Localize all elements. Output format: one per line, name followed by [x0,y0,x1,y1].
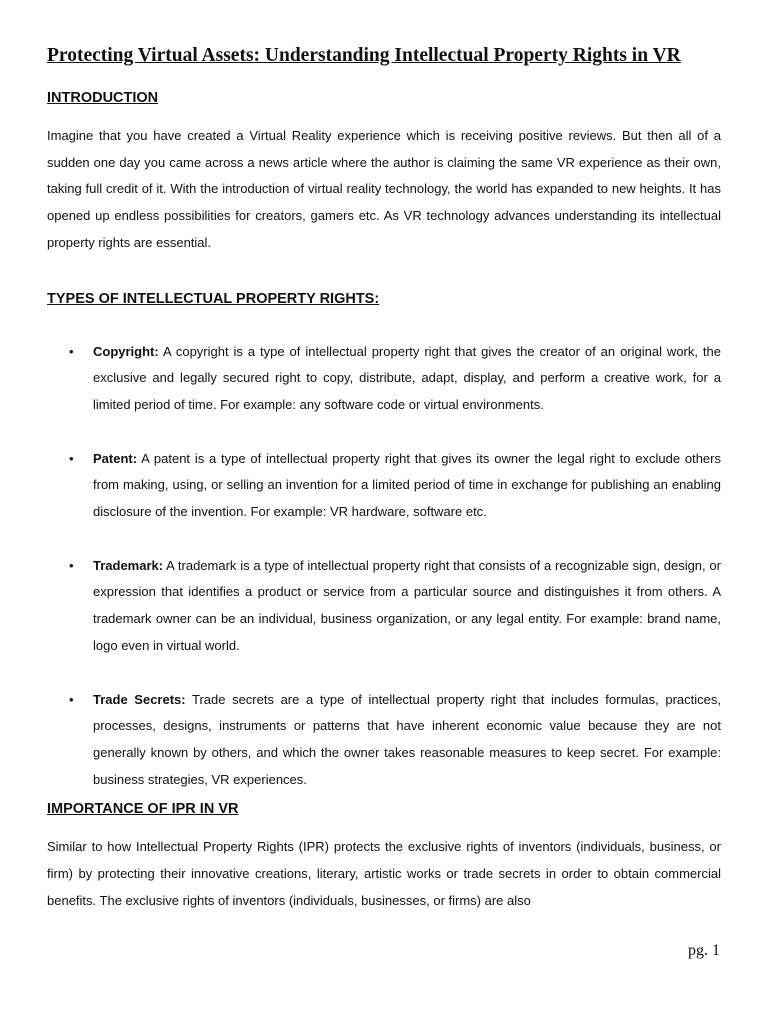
list-item-text: A copyright is a type of intellectual property right that gives the creator of an original work, the exclusive and legally secured right to copy, distribute, adapt, display, and perform a creative work, for a limited period of time. For example: any software code or virtual environments. [93,343,721,412]
list-item-term: Trade Secrets: [93,691,186,707]
importance-paragraph: Similar to how Intellectual Property Rights (IPR) protects the exclusive rights of inventors (individuals, business, or firm) by protecting their innovative creations, literary, artistic works or trade secrets in order to obtain commercial benefits. The exclusive rights of inventors (individuals, businesses, or firms) are also [47,839,721,908]
list-item-trademark [47,553,721,660]
list-item-term: Copyright: [93,343,159,359]
list-item-text: A patent is a type of intellectual property right that gives its owner the legal right to exclude others from making, using, or selling an invention for a limited period of time in exchange for publishing an enabling disclosure of the invention. For example: VR hardware, software etc. [93,450,721,520]
bullet-icon: • [69,557,74,573]
bullet-icon: • [69,343,74,359]
list-item-text: Trade secrets are a type of intellectual property right that includes formulas, practices, processes, designs, instruments or patterns that have inherent economic value because they are not generally known by others, and which the owner takes reasonable measures to keep secret. For example: business strategies, VR experiences. [93,691,721,787]
bullet-icon: • [69,691,74,707]
document-page [47,42,721,914]
bullet-icon: • [69,450,74,466]
list-item-term: Patent: [93,450,138,466]
types-heading: TYPES OF INTELLECTUAL PROPERTY RIGHTS: [47,290,380,307]
document-title: Protecting Virtual Assets: Understanding Intellectual Property Rights in VR [47,45,681,66]
introduction-paragraph: Imagine that you have created a Virtual Reality experience which is receiving positive reviews. But then all of a sudden one day you came across a news article where the author is claiming the same VR experience as their own, taking full credit of it. With the introduction of virtual reality technology, the world has expanded to new heights. It has opened up endless possibilities for creators, gamers etc. As VR technology advances understanding its intellectual property rights are essential. [47,128,721,250]
importance-heading: IMPORTANCE OF IPR IN VR [47,801,239,818]
ipr-types-list [47,339,721,794]
list-item-trade-secrets [47,687,721,794]
list-item-term: Trademark: [93,557,164,573]
list-item-text: A trademark is a type of intellectual property right that consists of a recognizable sign, design, or expression that identifies a product or service from a particular source and distinguishes it from others. A trademark owner can be an individual, business organization, or any legal entity. For example: brand name, logo even in virtual world. [93,557,721,653]
list-item-copyright [47,339,721,419]
introduction-heading: INTRODUCTION [47,90,159,106]
page-number: pg. 1 [688,942,720,959]
list-item-patent [47,446,721,526]
